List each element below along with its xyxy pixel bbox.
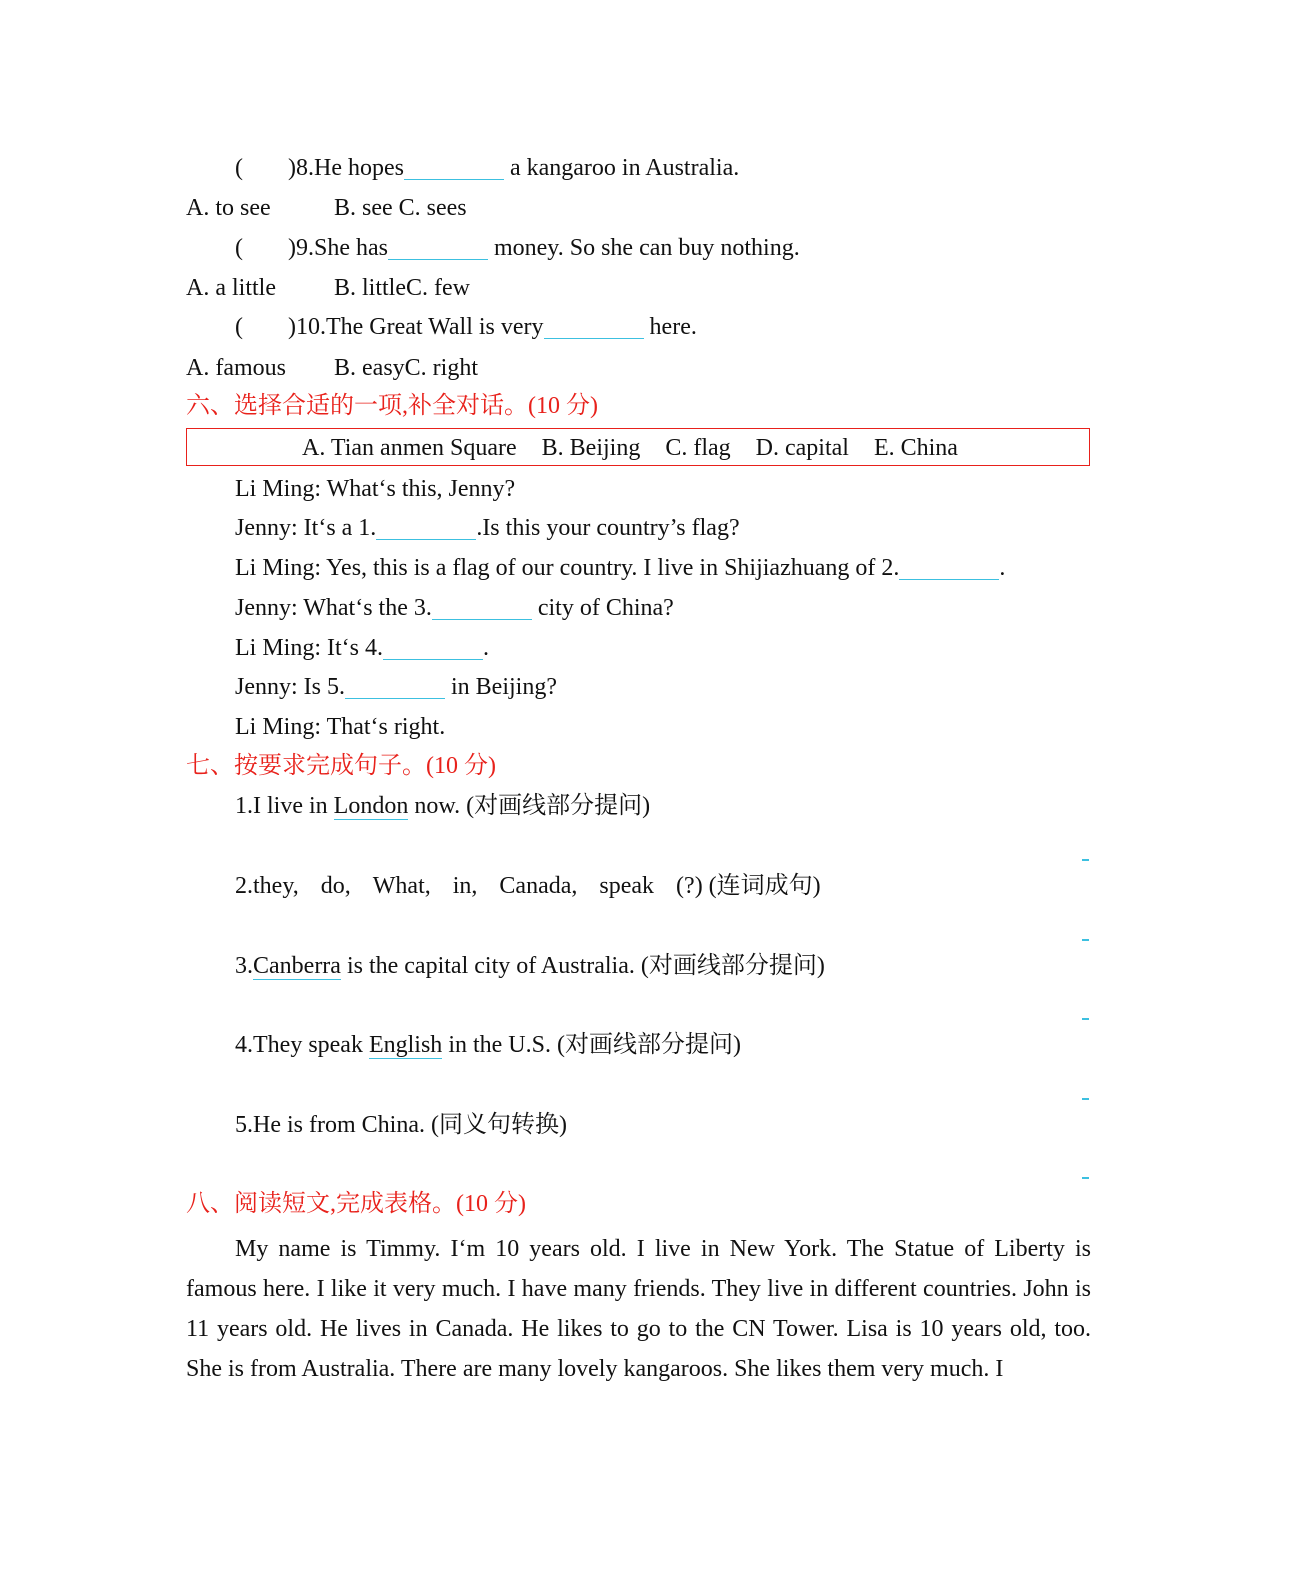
answer-blank-4[interactable] <box>383 635 483 660</box>
scrambled-word: Canada, <box>499 873 578 899</box>
answer-line-end[interactable] <box>1082 1018 1089 1020</box>
dialogue-text: Jenny: Is 5. <box>235 674 345 700</box>
sentence-4 <box>235 1030 741 1060</box>
scrambled-word: (?) (连词成句) <box>676 873 821 899</box>
sentence-5: 5.He is from China. (同义句转换) <box>235 1112 567 1138</box>
question-10 <box>235 312 697 342</box>
dialogue-text: Jenny: It‘s a 1. <box>235 515 377 541</box>
dialogue-line <box>235 672 557 702</box>
answer-paren: ( <box>235 314 243 340</box>
question-9 <box>235 233 800 263</box>
dialogue-line <box>235 593 674 623</box>
scrambled-word: in, <box>452 873 478 899</box>
option-item: A. Tian anmen Square <box>302 435 517 461</box>
dialogue-line <box>235 633 489 663</box>
answer-paren: ( <box>235 235 243 261</box>
question-stem: )8.He hopes <box>288 155 404 181</box>
section-7-title: 七、按要求完成句子。(10 分) <box>186 753 496 779</box>
scrambled-word: speak <box>599 873 655 899</box>
answer-blank-3[interactable] <box>432 595 532 620</box>
dialogue-line <box>235 513 740 543</box>
answer-blank-1[interactable] <box>376 515 476 540</box>
option-item: B. Beijing <box>541 435 641 461</box>
answer-line-end[interactable] <box>1082 1098 1089 1100</box>
reading-passage <box>186 1229 1091 1389</box>
dialogue-text: in Beijing? <box>445 674 557 700</box>
dialogue-text: . <box>483 635 489 661</box>
underlined-word: Canberra <box>253 953 341 979</box>
dialogue-line: Li Ming: What‘s this, Jenny? <box>235 476 516 502</box>
scrambled-word: What, <box>372 873 431 899</box>
options-box-items <box>302 433 983 463</box>
answer-line-end[interactable] <box>1082 1177 1089 1179</box>
option-a: A. famous <box>186 355 286 381</box>
dialogue-line <box>235 553 1005 583</box>
question-stem: )10.The Great Wall is very <box>288 314 544 340</box>
scrambled-word: do, <box>320 873 351 899</box>
dialogue-text: Li Ming: Yes, this is a flag of our country. I live in Shijiazhuang of 2. <box>235 555 900 581</box>
answer-blank-2[interactable] <box>899 555 999 580</box>
passage-text: My name is Timmy. I‘m 10 years old. I live in New York. The Statue of Liberty is famous here. I like it very much. I have many friends. They live in different countries. John is 11 years old. He lives in Canada. He likes to go to the CN Tower. Lisa is 10 years old, too. She is from Australia. There are many lovely kangaroos. She likes them very much. I <box>186 1236 1091 1382</box>
underlined-word: London <box>333 793 409 819</box>
question-9-options <box>186 273 470 303</box>
dialogue-text: Jenny: What‘s the 3. <box>235 595 432 621</box>
question-stem-end: money. So she can buy nothing. <box>487 235 800 261</box>
sentence-1 <box>235 791 650 821</box>
question-stem-end: here. <box>643 314 697 340</box>
sentence-text: 1.I live in <box>235 793 334 819</box>
option-a: A. to see <box>186 195 271 221</box>
sentence-2 <box>235 871 821 901</box>
question-10-options <box>186 353 478 383</box>
dialogue-text: Li Ming: It‘s 4. <box>235 635 383 661</box>
underlined-word: English <box>368 1032 443 1058</box>
sentence-text: 4.They speak <box>235 1032 369 1058</box>
answer-line-end[interactable] <box>1082 859 1089 861</box>
answer-blank[interactable] <box>404 155 504 180</box>
answer-blank-5[interactable] <box>345 674 445 699</box>
dialogue-line: Li Ming: That‘s right. <box>235 714 446 740</box>
sentence-text: in the U.S. (对画线部分提问) <box>442 1032 741 1058</box>
sentence-text: is the capital city of Australia. (对画线部分提问) <box>340 953 825 979</box>
dialogue-text: city of China? <box>531 595 674 621</box>
answer-blank[interactable] <box>544 314 644 339</box>
dialogue-text: .Is this your country’s flag? <box>476 515 740 541</box>
dialogue-text: . <box>999 555 1006 581</box>
question-stem-end: a kangaroo in Australia. <box>503 155 740 181</box>
question-8-options <box>186 193 467 223</box>
option-bc: B. littleC. few <box>334 275 470 301</box>
section-6-title: 六、选择合适的一项,补全对话。(10 分) <box>186 393 598 419</box>
scrambled-word: 2.they, <box>235 873 299 899</box>
option-item: C. flag <box>665 435 731 461</box>
option-a: A. a little <box>186 275 276 301</box>
answer-paren: ( <box>235 155 243 181</box>
option-item: E. China <box>873 435 958 461</box>
sentence-3 <box>235 951 825 981</box>
section-8-title: 八、阅读短文,完成表格。(10 分) <box>186 1191 526 1217</box>
question-stem: )9.She has <box>288 235 388 261</box>
question-8 <box>235 153 739 183</box>
option-item: D. capital <box>755 435 849 461</box>
sentence-text: 3. <box>235 953 253 979</box>
sentence-text: now. (对画线部分提问) <box>408 793 651 819</box>
option-bc: B. easyC. right <box>334 355 478 381</box>
answer-blank[interactable] <box>388 235 488 260</box>
option-bc: B. see C. sees <box>334 195 467 221</box>
answer-line-end[interactable] <box>1082 939 1089 941</box>
